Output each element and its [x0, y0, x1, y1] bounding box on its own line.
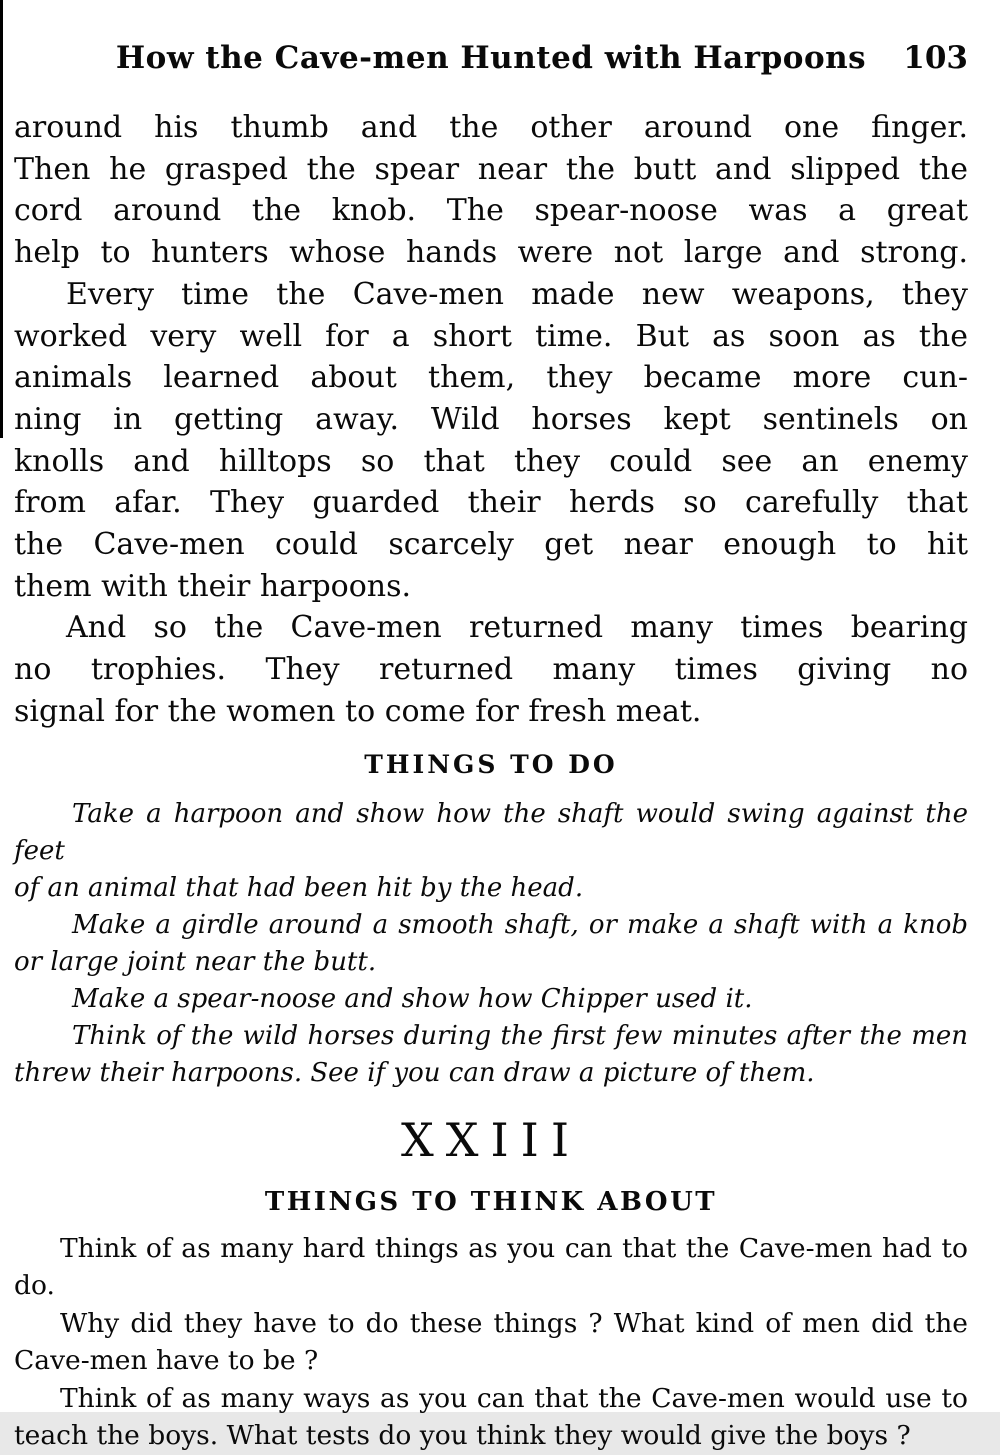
page-content	[14, 0, 968, 1455]
scan-artifact-left-bar	[0, 0, 3, 438]
text-line: no trophies. They returned many times giving no	[14, 652, 968, 688]
text-line: Make a girdle around a smooth shaft, or make a shaft with a knob	[72, 909, 968, 940]
text-line: Every time the Cave-men made new weapons, they	[66, 276, 968, 312]
question-paragraph	[14, 1230, 968, 1305]
chapter-number: XXIII	[400, 1112, 581, 1167]
text-line: help to hunters whose hands were not large and strong.	[14, 235, 968, 271]
text-line: signal for the women to come for fresh meat.	[14, 693, 702, 729]
question-paragraph	[14, 1380, 968, 1455]
text-line: threw their harpoons. See if you can draw a picture of them.	[14, 1057, 815, 1088]
text-line: ning in getting away. Wild horses kept sentinels on	[14, 401, 968, 437]
text-line: Make a spear-noose and show how Chipper used it.	[72, 983, 753, 1014]
paragraph	[14, 607, 968, 732]
exercise-item	[14, 1018, 968, 1092]
text-line: animals learned about them, they became more cun-	[14, 360, 968, 396]
text-line: around his thumb and the other around one finger.	[14, 110, 968, 145]
text-line: Think of as many hard things as you can that the Cave-men had to do.	[14, 1232, 968, 1302]
paragraph	[14, 107, 968, 274]
page-number: 103	[903, 40, 968, 76]
paragraph	[14, 274, 968, 608]
things-to-do-list	[14, 796, 968, 1092]
text-line: cord around the knob. The spear-noose was a great	[14, 193, 968, 229]
text-line: Then he grasped the spear near the butt and slipped the	[14, 151, 968, 187]
text-line: Think of as many ways as you can that the Cave-men would use to	[60, 1382, 968, 1414]
text-line: teach the boys. What tests do you think they would give the boys ?	[14, 1420, 911, 1452]
exercise-item	[14, 981, 968, 1018]
text-line: knolls and hilltops so that they could see an enemy	[14, 443, 968, 479]
things-to-think-about-list	[14, 1230, 968, 1455]
text-line: of an animal that had been hit by the head.	[14, 872, 584, 903]
text-line: And so the Cave-men returned many times bearing	[66, 610, 968, 646]
things-to-think-about-heading: THINGS TO THINK ABOUT	[264, 1186, 718, 1217]
text-line: Think of the wild horses during the first few minutes after the men	[72, 1020, 968, 1051]
things-to-do-heading: THINGS TO DO	[364, 749, 618, 779]
body-text	[14, 107, 968, 733]
text-line: Why did they have to do these things ? What kind of men did the	[60, 1307, 968, 1339]
exercise-item	[14, 796, 968, 907]
text-line: or large joint near the butt.	[14, 946, 377, 977]
running-header	[14, 40, 968, 78]
text-line: Take a harpoon and show how the shaft would swing against the feet	[14, 798, 968, 866]
running-header-title: How the Cave-men Hunted with Harpoons	[115, 40, 867, 76]
text-line: Cave-men have to be ?	[14, 1345, 319, 1377]
text-line: the Cave-men could scarcely get near enough to hit	[14, 527, 968, 563]
exercise-item	[14, 907, 968, 981]
question-paragraph	[14, 1305, 968, 1380]
text-line: them with their harpoons.	[14, 568, 412, 604]
text-line: worked very well for a short time. But as soon as the	[14, 318, 968, 354]
text-line: from afar. They guarded their herds so carefully that	[14, 485, 968, 521]
